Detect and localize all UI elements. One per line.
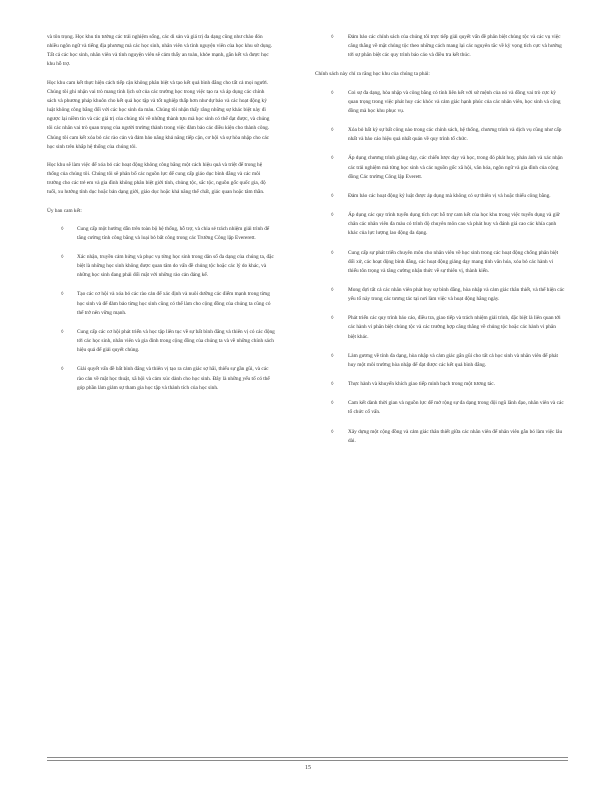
bullet-icon: ◊ (331, 353, 334, 359)
paragraph: và tôn trọng. Học khu tin tưởng các trải nghiệm sống, các di sản và giá trị đa dạng cũng như chào đón nhiều ngôn ngữ và tiếng địa phương mà các học sinh, nhân viên và tình nguyện viên của học khu sử dụng. Tất cả các học sinh, nhân viên và tình nguyện viên sẽ cảm thấy an toàn, khỏe mạnh, gắn kết và được học khu hỗ trợ. (47, 34, 273, 68)
list-item (47, 290, 275, 317)
list-item (47, 225, 275, 243)
bullet-icon: ◊ (331, 429, 334, 435)
footer-divider (47, 760, 568, 761)
list-item (315, 352, 565, 370)
list-item-text: Xóa bỏ bất kỳ sự bất công nào trong các chính sách, hệ thống, chương trình và dịch vụ cũng như cấp nhất và bảo cáo hiệu quả nhất quán về quy trình tố chức. (348, 127, 562, 143)
list-item-text: Cung cấp một hướng dẫn trên toàn bộ hệ thống, hỗ trợ, và chia sẻ trách nhiệm giải trình để tăng cường tính công bằng và loại bỏ bất công trong các Trường Công lập Evererett. (77, 225, 270, 241)
list-item-text: Cung cấp các cơ hội phát triển và học tập liên tục về sự bất bình đẳng và thiên vị có các động tới các học sinh, nhân viên và gia đình trong cộng đồng của chúng ta và về những chính sách hiệu quả để giải quyết chúng. (77, 328, 275, 354)
list-item (315, 33, 565, 60)
list-item-text: Xác nhận, truyền cảm hứng và phục vụ từng học sinh trong dân số đa dạng của chúng ta, đặc biệt là những học sinh không được quan tâm do vấn đề chủng tộc hoặc các lý do khác, và những học sinh đang phải đối mặt với những rào cản đáng kể. (77, 253, 274, 279)
policy-intro: Chính sách này chỉ ra rằng học khu của chúng ta phải: (315, 71, 430, 78)
bullet-icon: ◊ (61, 292, 64, 298)
bullet-icon: ◊ (331, 316, 334, 322)
list-item (47, 253, 275, 280)
list-item-text: Coi sự đa dạng, hòa nhập và công bằng có tính liên kết với sứ mệnh của nó và đồng vai trò cực kỳ quan trọng trong việc phát huy các khóc và cảm giác hạnh phúc của các nhân viên, học sinh và cộng đồng mà học khu phục vụ. (348, 89, 561, 114)
bullet-icon: ◊ (331, 35, 334, 40)
right-column (315, 33, 565, 456)
list-item (47, 365, 275, 392)
bullet-icon: ◊ (61, 226, 64, 232)
list-item-text: Giải quyết vấn đề bất bình đẳng và thiên vị tạo ra cảm giác sợ hãi, thiếu sự gần gũi, và các rào cản về mặt học thuật, xã hội và cảm xúc dành cho học sinh. Đây là những yếu tố có thể góp phần làm giảm sự tham gia học tập và thành tích của học sinh. (77, 366, 270, 391)
bullet-icon: ◊ (331, 128, 334, 134)
bullet-icon: ◊ (331, 213, 334, 219)
bullet-icon: ◊ (331, 193, 334, 199)
list-item-text: Đảm bảo các chính sách của chúng tôi trực tiếp giải quyết vấn đề phân biệt chủng tộc và các vụ việc căng thẳng về mặt chủng tộc theo những cách mang lại các nguyên tắc về kỳ vọng tích cực và hướng tới sự phân biệt các quy trình báo cáo và điều tra kết thúc. (348, 34, 562, 59)
list-item (315, 89, 565, 116)
list-item-text: Mong đợi tất cả các nhân viên phát huy sự bình đẳng, hòa nhập và cảm giác thân thiết, và thể hiện các yếu tố này trong các tương tác tại nơi làm việc và hoạt động hằng ngày. (348, 286, 565, 303)
list-item (315, 249, 565, 276)
bullet-icon: ◊ (331, 287, 334, 293)
list-item-text: Cung cấp sự phát triển chuyên môn cho nhân viên về học sinh trong các hoạt động chống phân biệt đối xử, các hoạt động bình đẳng, các hoạt động giảng dạy mang tính văn hóa, xóa bỏ các hành vi thiếu tôn trọng và tăng cường nhận thức về sự thiên vị, thành kiến. (348, 249, 559, 274)
list-item (315, 192, 565, 201)
list-item (47, 328, 275, 355)
list-item-text: Tạo các cơ hội và xóa bỏ các rào cản để xác định và nuôi dưỡng các điểm mạnh trong từng học sinh và để đảm bảo từng học sinh cũng có thể làm cho cộng đồng của chúng ta cũng có thể trở nên vững mạnh. (77, 291, 271, 316)
list-item-text: Cam kết dành thời gian và nguồn lực để mở rộng sự đa dạng trong đội ngũ lãnh đạo, nhân viên và các tổ chức cố vấn. (348, 400, 564, 416)
bullet-icon: ◊ (331, 90, 334, 96)
footer-divider (47, 757, 568, 758)
paragraph: Học khu sẽ làm việc để xóa bỏ các hoạt động không công bằng một cách hiệu quả và triệt để trong hệ thống của chúng tôi. Chúng tôi sẽ phân bổ các nguồn lực để cung cấp giáo dục bình đẳng và các môi trường cho các trẻ em và gia đình không phân biệt giới tính, chủng tộc, sắc tộc, nguồn gốc quốc gia, độ tuổi, xu hướng tính dục hoặc bản dạng giới, giáo dục hoặc khả năng thể chất, giác quan hoặc tâm thần. (47, 161, 266, 196)
bullet-icon: ◊ (61, 254, 64, 260)
page-number: 15 (305, 765, 311, 771)
bullet-icon: ◊ (331, 156, 334, 162)
list-item-text: Áp dụng chương trình giảng dạy, các chiến lược dạy và học, trong đó phát huy, phản ánh và xác nhận các trải nghiệm mà từng học sinh và các nguồn gốc xã hội, văn hóa, ngôn ngữ và gia đình của cộng đồng Các trường Công lập Everett. (348, 155, 563, 180)
list-item (315, 314, 565, 341)
list-item (315, 380, 565, 389)
bullet-icon: ◊ (331, 401, 334, 407)
list-item-text: Đảm bảo các hoạt động kỷ luật được áp dụng mà không có sự thiên vị và hoặc thiếu công bằng. (348, 192, 551, 199)
list-item (315, 286, 565, 304)
list-item (315, 126, 565, 144)
list-item-text: Xây dựng một cộng đồng và cảm giác thân thiết giữa các nhân viên để nhân viên gắn bó làm việc lâu dài. (348, 428, 563, 444)
list-item (315, 399, 565, 417)
list-item-text: Làm gương về tính đa dạng, hòa nhập và cảm giác gắn gũi cho tất cả học sinh và nhân viên để phát huy một môi trường hòa nhập để đạt được các kết quả bình đẳng. (348, 352, 558, 368)
commitment-intro: Ủy ban cam kết: (47, 207, 82, 214)
list-item (315, 154, 565, 181)
list-item-text: Phát triển các quy trình báo cáo, điều tra, giao tiếp và trách nhiệm giải trình, đặc biệt là liên quan tới các hành vi phân biệt chủng tộc và các trường hợp căng thẳng về chủng tộc hoặc các hành vi phân biệt khác. (348, 315, 561, 340)
list-item (315, 428, 565, 446)
bullet-icon: ◊ (61, 329, 64, 335)
bullet-icon: ◊ (331, 250, 334, 256)
bullet-icon: ◊ (331, 382, 334, 388)
paragraph: Học khu cam kết thực hiện cách tiếp cận không phân biệt và tạo kết quả bình đẳng cho tất cả mọi người. Chúng tôi ghi nhận vai trò mang tính lịch sử của các trường học trong việc tạo ra và áp dụng các chính sách và phương pháp khuôn cho kết quả học tập và tốt nghiệp thấp hơn như dự báo và các hoạt động kỷ luật không công bằng đối với các học sinh da màu. Chúng tôi nhận thấy rằng những sự khác biệt này đi ngược lại niềm tin và các giá trị của chúng tôi về những thành tựu mà học sinh có thể đạt được, và chúng tôi các nhân vai trò quan trọng của người trường thành trong việc đảm bảo các điều kiện cho thành công. Chúng tôi cam kết xóa bỏ các rào cản và đảm bảo năng khả năng tiếp cận, cơ hội và sự hòa nhập cho các học sinh trên khắp hệ thống của chúng tôi. (47, 79, 270, 150)
list-item-text: Thực hành và khuyến khích giao tiếp minh bạch trong một tương tác. (348, 381, 495, 388)
left-column (47, 33, 275, 403)
list-item-text: Áp dụng các quy trình tuyển dụng tích cực hỗ trợ cam kết của học khu trong việc tuyển dụng và giữ chân các nhân viên đa màu có trình độ chuyên môn cao và phát huy và đánh giá cao các khía cạnh khác của lực lượng lao động đa dạng. (348, 212, 560, 237)
list-item (315, 211, 565, 238)
bullet-icon: ◊ (61, 367, 64, 373)
